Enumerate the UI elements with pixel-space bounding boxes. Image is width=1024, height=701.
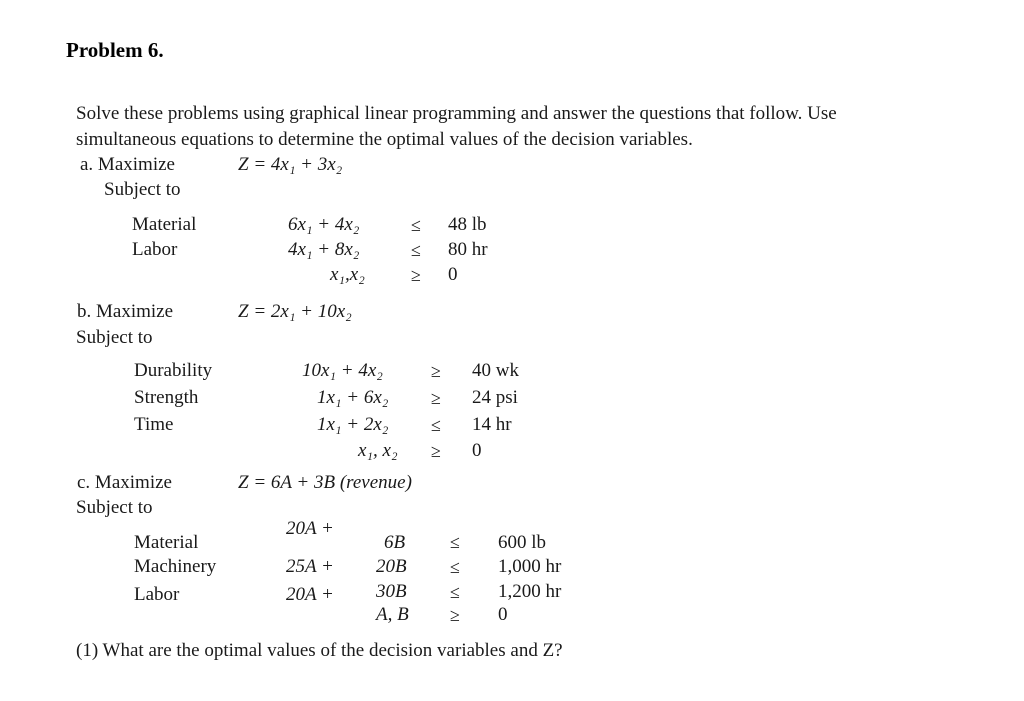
part-a-nonneg-op: ≥ (411, 265, 421, 285)
part-a-constraint-rhs: 80 hr (448, 239, 488, 260)
part-b-label: b. Maximize (77, 301, 174, 322)
part-c-a-term: 20A + (286, 518, 334, 539)
part-a-constraint-expr: 6x₁ + 4x₂ (288, 214, 360, 235)
part-b-nonneg-rhs: 0 (472, 440, 482, 461)
part-b-nonneg-expr: x₁, x₂ (358, 440, 398, 461)
part-c-nonneg-expr: A, B (376, 604, 409, 625)
part-a-label: a. Maximize (80, 154, 175, 175)
part-c-constraint-rhs: 600 lb (498, 532, 547, 553)
part-a-constraint-name: Material (132, 214, 197, 235)
part-c-constraint-op: ≤ (450, 582, 460, 602)
intro-line-2: simultaneous equations to determine the optimal values of the decision variables. (76, 129, 693, 150)
part-b-constraint-name: Strength (134, 387, 199, 408)
part-c-b-term: 6B (384, 532, 406, 553)
part-b-constraint-rhs: 14 hr (472, 414, 512, 435)
part-c-constraint-rhs: 1,000 hr (498, 556, 562, 577)
part-c-constraint-op: ≤ (450, 532, 460, 552)
part-a-objective: Z = 4x₁ + 3x₂ (238, 154, 343, 175)
part-c-b-term: 30B (376, 581, 407, 602)
part-a-nonneg-rhs: 0 (448, 264, 458, 285)
part-c-nonneg-rhs: 0 (498, 604, 508, 625)
part-c-constraint-rhs: 1,200 hr (498, 581, 562, 602)
part-c-objective: Z = 6A + 3B (revenue) (238, 472, 412, 493)
part-b-constraint-name: Time (134, 414, 174, 435)
intro-line-1: Solve these problems using graphical linear programming and answer the questions that follow. Use (76, 103, 837, 124)
part-a-constraint-expr: 4x₁ + 8x₂ (288, 239, 360, 260)
question-text: (1) What are the optimal values of the decision variables and Z? (76, 640, 563, 661)
part-a-constraint-rhs: 48 lb (448, 214, 487, 235)
part-b-constraint-op: ≥ (431, 388, 441, 408)
part-b-constraint-rhs: 24 psi (472, 387, 518, 408)
part-c-constraint-op: ≤ (450, 557, 460, 577)
problem-title: Problem 6. (66, 38, 164, 62)
part-b-constraint-op: ≤ (431, 415, 441, 435)
part-c-a-term: 20A + (286, 584, 334, 605)
part-a-constraint-op: ≤ (411, 215, 421, 235)
part-b-nonneg-op: ≥ (431, 441, 441, 461)
part-c-subject-to: Subject to (76, 497, 153, 518)
part-c-b-term: 20B (376, 556, 407, 577)
part-b-constraint-rhs: 40 wk (472, 360, 519, 381)
part-c-label: c. Maximize (77, 472, 172, 493)
part-b-objective: Z = 2x₁ + 10x₂ (238, 301, 352, 322)
part-b-constraint-name: Durability (134, 360, 213, 381)
part-a-constraint-op: ≤ (411, 240, 421, 260)
part-a-nonneg-expr: x₁,x₂ (330, 264, 365, 285)
part-c-constraint-name: Material (134, 532, 199, 553)
part-b-constraint-expr: 1x₁ + 2x₂ (317, 414, 389, 435)
part-a-constraint-name: Labor (132, 239, 178, 260)
part-c-constraint-name: Labor (134, 584, 180, 605)
part-b-constraint-op: ≥ (431, 361, 441, 381)
part-b-subject-to: Subject to (76, 327, 153, 348)
part-c-nonneg-op: ≥ (450, 605, 460, 625)
part-b-constraint-expr: 1x₁ + 6x₂ (317, 387, 389, 408)
part-b-constraint-expr: 10x₁ + 4x₂ (302, 360, 383, 381)
part-a-subject-to: Subject to (104, 179, 181, 200)
part-c-a-term: 25A + (286, 556, 334, 577)
part-c-constraint-name: Machinery (134, 556, 217, 577)
